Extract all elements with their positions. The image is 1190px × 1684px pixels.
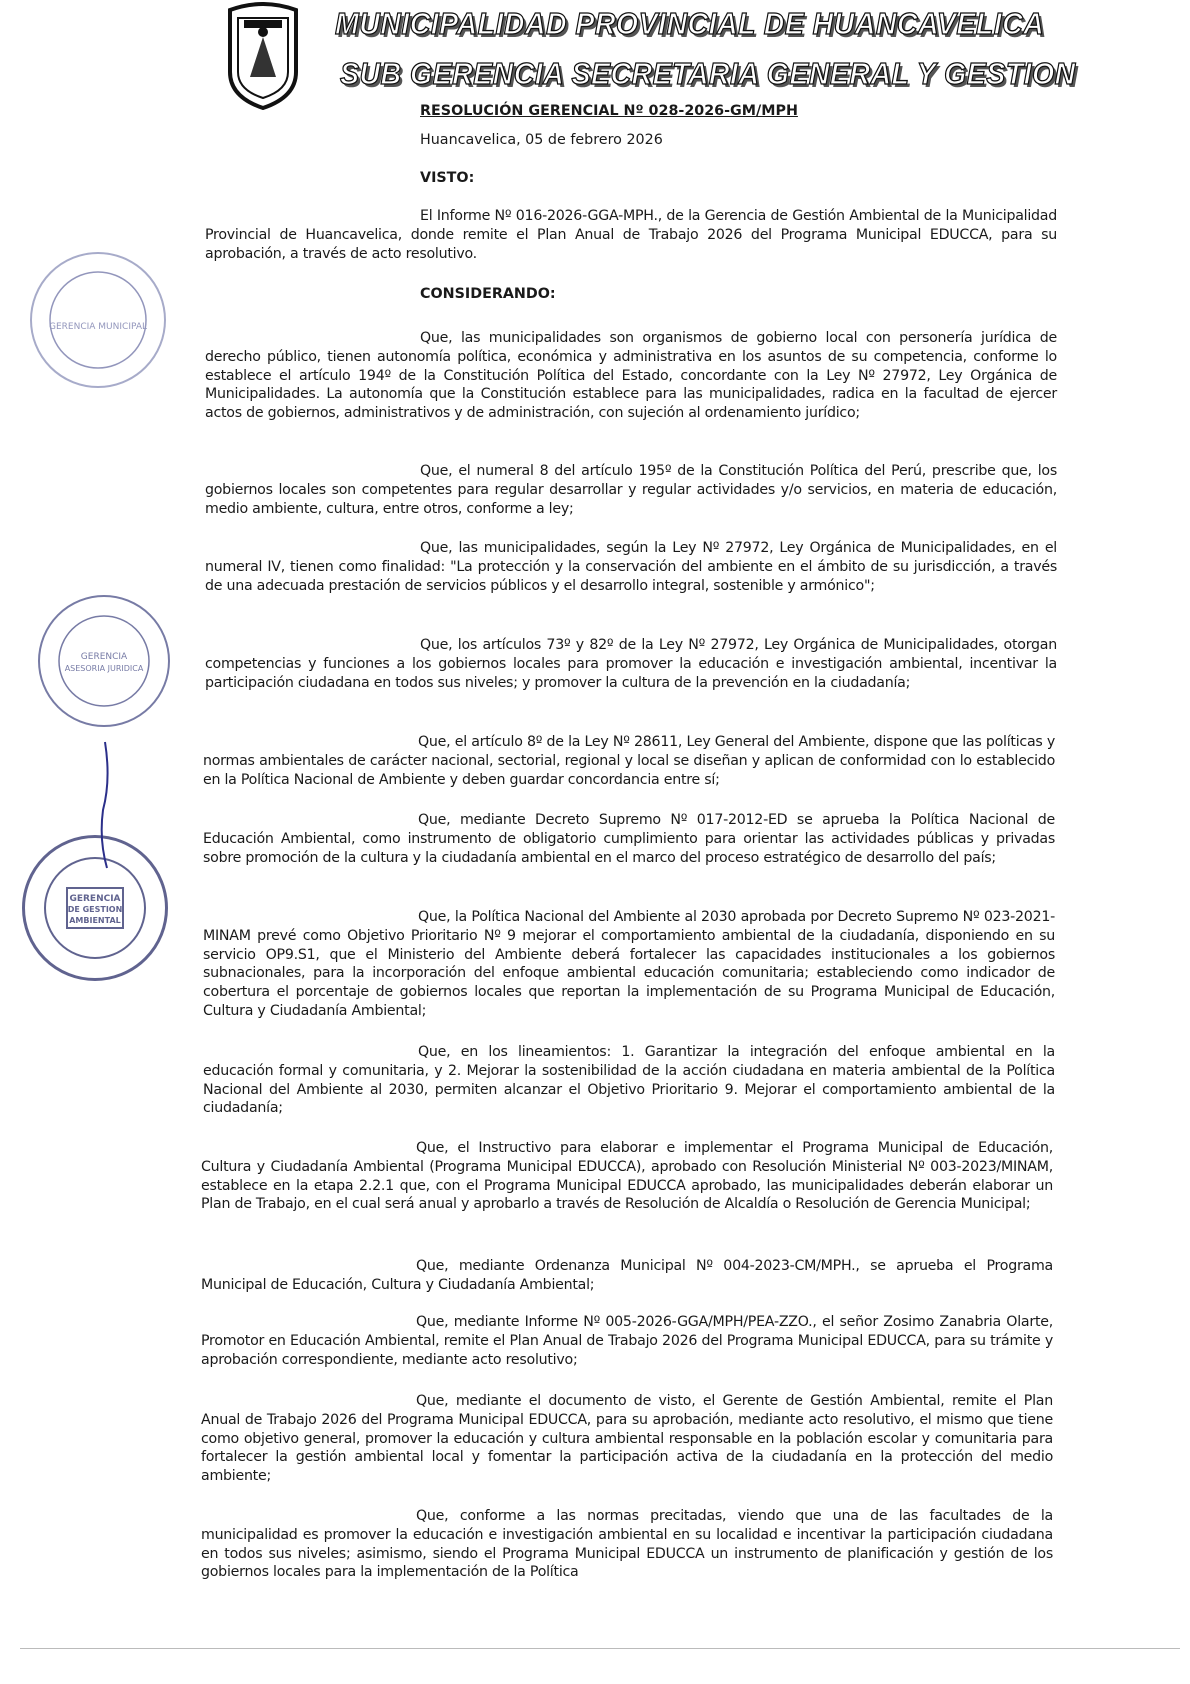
considerando-paragraph: Que, el Instructivo para elaborar e implementar el Programa Municipal de Educación, Cultura y Ciudadanía Ambiental (Programa Municipal EDUCCA), aprobado con Resolución Ministerial Nº 003-2023/MINAM, establece en la etapa 2.2.1 que, con el Programa Municipal EDUCCA aprobado, las municipalidades deberán elaborar un Plan de Trabajo, en el cual será anual y aprobarlo a través de Resolución de Alcaldía o Resolución de Gerencia Municipal; xyxy=(201,1140,1053,1213)
considerando-paragraph: Que, mediante Ordenanza Municipal Nº 004-2023-CM/MPH., se aprueba el Programa Municipal de Educación, Cultura y Ciudadanía Ambiental; xyxy=(201,1258,1053,1293)
asesoria-juridica-stamp xyxy=(38,595,170,727)
considerando-heading: CONSIDERANDO: xyxy=(420,286,556,302)
considerando-paragraph: Que, la Política Nacional del Ambiente al 2030 aprobada por Decreto Supremo Nº 023-2021-MINAM prevé como Objetivo Prioritario Nº 9 mejorar el comportamiento ambiental de la ciudadanía, disponiendo en su servicio OP9.S1, que el Ministerio del Ambiente deberá fortalecer las capacidades institucionales a los gobiernos subnacionales, para la incorporación del enfoque ambiental educación comunitaria; estableciendo como indicador de cobertura el porcentaje de gobiernos locales que reportan la implementación de su Programa Municipal de Educación, Cultura y Ciudadanía Ambiental; xyxy=(203,909,1055,1019)
considerando-paragraph: Que, las municipalidades son organismos de gobierno local con personería jurídica de derecho público, tienen autonomía política, económica y administrativa en los asuntos de su competencia, conforme lo establece el artículo 194º de la Constitución Política del Estado, concordante con la Ley Nº 27972, Ley Orgánica de Municipalidades. La autonomía que la Constitución establece para las municipalidades, radica en la facultad de ejercer actos de gobiernos, administrativos y de administración, con sujeción al ordenamiento jurídico; xyxy=(205,330,1057,422)
considerando-paragraph: Que, el artículo 8º de la Ley Nº 28611, Ley General del Ambiente, dispone que las políticas y normas ambientales de carácter nacional, sectorial, regional y local se diseñan y aplican de conformidad con lo establecido en la Política Nacional de Ambiente y deben guardar concordancia entre sí; xyxy=(203,734,1055,788)
gerencia-municipal-stamp xyxy=(30,252,166,388)
considerando-paragraph: Que, en los lineamientos: 1. Garantizar la integración del enfoque ambiental en la educación formal y comunitaria, y 2. Mejorar la sostenibilidad de la acción ciudadana en materia ambiental de la Política Nacional del Ambiente al 2030, permiten alcanzar el Objetivo Prioritario 9. Mejorar el comportamiento ambiental de la ciudadanía; xyxy=(203,1044,1055,1117)
considerando-paragraph: Que, las municipalidades, según la Ley Nº 27972, Ley Orgánica de Municipalidades, en el numeral IV, tienen como finalidad: "La protección y la conservación del ambiente en el ámbito de su jurisdicción, a través de una adecuada prestación de servicios públicos y el desarrollo integral, sostenible y armónico"; xyxy=(205,540,1057,594)
page-bottom-rule xyxy=(20,1648,1180,1649)
svg-text:AMBIENTAL: AMBIENTAL xyxy=(69,916,121,925)
svg-text:DE GESTION: DE GESTION xyxy=(67,905,123,914)
document-date: Huancavelica, 05 de febrero 2026 xyxy=(420,132,663,148)
considerando-paragraph: Que, los artículos 73º y 82º de la Ley Nº 27972, Ley Orgánica de Municipalidades, otorgan competencias y funciones a los gobiernos locales para promover la educación e investigación ambiental, incentivar la participación ciudadana en todos sus niveles; y promover la cultura de la prevención en la ciudadanía; xyxy=(205,637,1057,691)
considerando-paragraph: Que, mediante el documento de visto, el Gerente de Gestión Ambiental, remite el Plan Anual de Trabajo 2026 del Programa Municipal EDUCCA, para su aprobación, mediante acto resolutivo, el mismo que tiene como objetivo general, promover la educación y cultura ambiental responsable en la población escolar y comunitaria para fortalecer la gestión ambiental local y fomentar la participación activa de la ciudadanía en la protección del medio ambiente; xyxy=(201,1393,1053,1485)
svg-text:ASESORIA JURIDICA: ASESORIA JURIDICA xyxy=(64,664,144,673)
resolution-title: RESOLUCIÓN GERENCIAL Nº 028-2026-GM/MPH xyxy=(420,103,798,119)
visto-heading: VISTO: xyxy=(420,170,475,186)
header-municipality-name: MUNICIPALIDAD PROVINCIAL DE HUANCAVELICA xyxy=(335,6,1045,41)
handwritten-signature xyxy=(95,740,115,870)
svg-text:GERENCIA: GERENCIA xyxy=(80,652,128,662)
visto-paragraph: El Informe Nº 016-2026-GGA-MPH., de la Gerencia de Gestión Ambiental de la Municipalidad Provincial de Huancavelica, donde remite el Plan Anual de Trabajo 2026 del Programa Municipal EDUCCA, para su aprobación, a través de acto resolutivo. xyxy=(205,208,1057,262)
considerando-paragraph: Que, mediante Informe Nº 005-2026-GGA/MPH/PEA-ZZO., el señor Zosimo Zanabria Olarte, Promotor en Educación Ambiental, remite el Plan Anual de Trabajo 2026 del Programa Municipal EDUCCA, para su trámite y aprobación correspondiente, mediante acto resolutivo; xyxy=(201,1314,1053,1368)
considerando-paragraph: Que, conforme a las normas precitadas, viendo que una de las facultades de la municipalidad es promover la educación e investigación ambiental en su localidad e incentivar la participación ciudadana en todos sus niveles; asimismo, siendo el Programa Municipal EDUCCA un instrumento de planificación y gestión de los gobiernos locales para la implementación de la Política xyxy=(201,1508,1053,1581)
header-department-name: SUB GERENCIA SECRETARIA GENERAL Y GESTION xyxy=(340,56,1076,91)
svg-text:GERENCIA: GERENCIA xyxy=(69,894,121,904)
municipal-coat-of-arms-logo xyxy=(222,2,304,110)
svg-text:GERENCIA MUNICIPAL: GERENCIA MUNICIPAL xyxy=(49,322,147,332)
considerando-paragraph: Que, mediante Decreto Supremo Nº 017-2012-ED se aprueba la Política Nacional de Educación Ambiental, como instrumento de obligatorio cumplimiento para orientar las actividades públicas y privadas sobre promoción de la cultura y la ciudadanía ambiental en el marco del proceso estratégico de desarrollo del país; xyxy=(203,812,1055,866)
considerando-paragraph: Que, el numeral 8 del artículo 195º de la Constitución Política del Perú, prescribe que, los gobiernos locales son competentes para regular desarrollar y regular actividades y/o servicios, en materia de educación, medio ambiente, cultura, entre otros, conforme a ley; xyxy=(205,463,1057,517)
